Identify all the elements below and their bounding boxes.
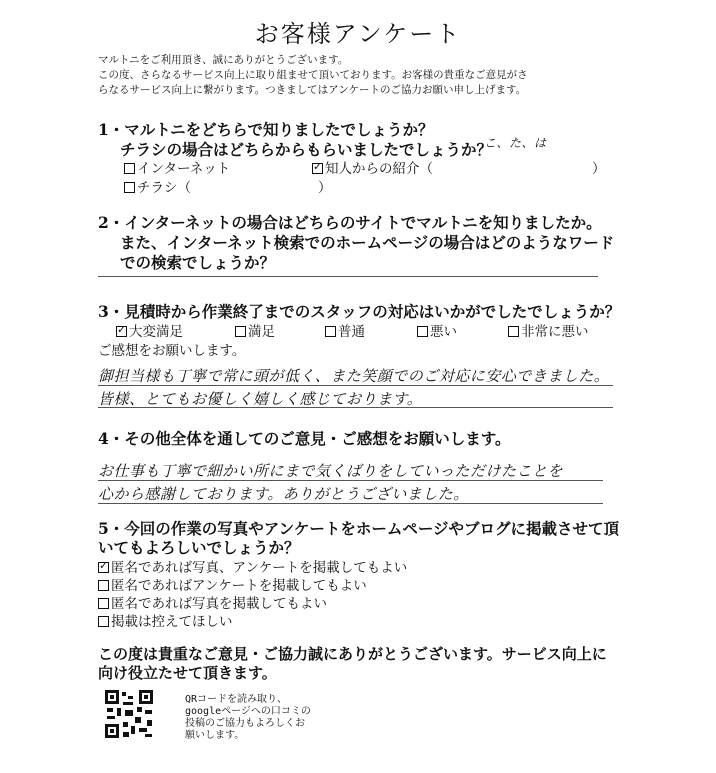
q5-option-survey-only[interactable]: 匿名であればアンケートを掲載してもよい (98, 574, 367, 594)
checkbox-icon[interactable] (325, 326, 336, 337)
q2-line-3: での検索でしょうか？ (120, 253, 276, 272)
q5-option-photo-and-survey[interactable]: ✓匿名であれば写真、アンケートを掲載してもよい (98, 556, 407, 576)
q4-rule-1 (98, 480, 603, 481)
q2-title: 2・インターネットの場合はどちらのサイトでマルトニを知りましたか。 (98, 213, 602, 232)
checkbox-icon[interactable] (235, 326, 246, 337)
intro-line-3: らなるサービス向上に繋がります。つきましてはアンケートのご協力お願い申し上げます。 (98, 84, 527, 96)
q3-option-very-satisfied[interactable]: ✓大変満足 (116, 320, 183, 340)
checkbox-icon[interactable] (98, 598, 109, 609)
closing-line-2: 向け役立たせて頂きます。 (98, 664, 277, 682)
checked-checkbox-icon[interactable] (312, 163, 323, 174)
q3-answer-line-1: 御担当様も丁寧で常に頭が低く、また笑顔でのご対応に安心できました。 (98, 367, 610, 385)
qr-instructions: QRコードを読み取り、 googleページへの口コミの 投稿のご協力もよろしくお 願いします。 (185, 694, 311, 741)
q1-handwritten-note: こ、た、は (484, 136, 547, 150)
checkbox-icon[interactable] (98, 580, 109, 591)
q3-rule-2 (98, 407, 613, 408)
q4-rule-2 (98, 503, 603, 504)
q1-title: 1・マルトニをどちらで知りましたでしょうか？ (98, 120, 434, 139)
closing-line-1: この度は貴重なご意見・ご協力誠にありがとうございます。サービス向上に (98, 645, 607, 663)
q3-option-neutral[interactable]: 普通 (325, 320, 365, 340)
q2-line-2: また、インターネット検索でのホームページの場合はどのようなワード (120, 233, 615, 252)
qr-code-icon[interactable] (105, 690, 153, 738)
q3-option-very-bad[interactable]: 非常に悪い (508, 320, 589, 340)
page-title: お客様アンケート (254, 20, 462, 48)
q1-subtitle: チラシの場合はどちらからもらいましたでしょうか？ (120, 140, 493, 159)
q1-option-flyer[interactable]: チラシ（ (124, 176, 191, 196)
checkbox-icon[interactable] (417, 326, 428, 337)
q5-option-decline[interactable]: 掲載は控えてほしい (98, 610, 233, 630)
q3-answer-line-2: 皆様、とてもお優しく嬉しく感じております。 (98, 390, 423, 408)
intro-line-2: この度、さらなるサービス向上に取り組ませて頂いております。お客様の貴重なご意見がさ (98, 69, 528, 81)
q3-rule-1 (98, 385, 613, 386)
q5-line-2: いてもよろしいでしょうか？ (98, 538, 300, 557)
checked-checkbox-icon[interactable] (98, 562, 109, 573)
q1-flyer-close: ） (318, 180, 332, 196)
intro-line-1: マルトニをご利用頂き、誠にありがとうございます。 (98, 54, 349, 66)
q3-option-satisfied[interactable]: 満足 (235, 320, 275, 340)
checkbox-icon[interactable] (98, 616, 109, 627)
q4-answer-line-2: 心から感謝しております。ありがとうございました。 (98, 485, 469, 503)
q3-prompt: ご感想をお願いします。 (98, 343, 246, 359)
q4-answer-line-1: お仕事も丁寧で細かい所にまで気くばりをしていっただけたことを (98, 462, 564, 480)
q2-answer-line (98, 276, 598, 277)
q3-option-bad[interactable]: 悪い (417, 320, 457, 340)
q1-option-referral[interactable]: ✓ 知人からの紹介（ (312, 157, 433, 177)
q1-referral-close: ） (592, 161, 606, 177)
q1-option-internet[interactable]: インターネット (124, 157, 230, 177)
q5-option-photo-only[interactable]: 匿名であれば写真を掲載してもよい (98, 592, 327, 612)
checked-checkbox-icon[interactable] (116, 326, 127, 337)
checkbox-icon[interactable] (124, 163, 135, 174)
checkbox-icon[interactable] (508, 326, 519, 337)
checkbox-icon[interactable] (124, 182, 135, 193)
q4-title: 4・その他全体を通してのご意見・ご感想をお願いします。 (98, 429, 511, 448)
q5-title: 5・今回の作業の写真やアンケートをホームページやブログに掲載させて頂 (98, 519, 620, 538)
q3-title: 3・見積時から作業終了までのスタッフの対応はいかがでしたでしょうか？ (98, 302, 621, 321)
